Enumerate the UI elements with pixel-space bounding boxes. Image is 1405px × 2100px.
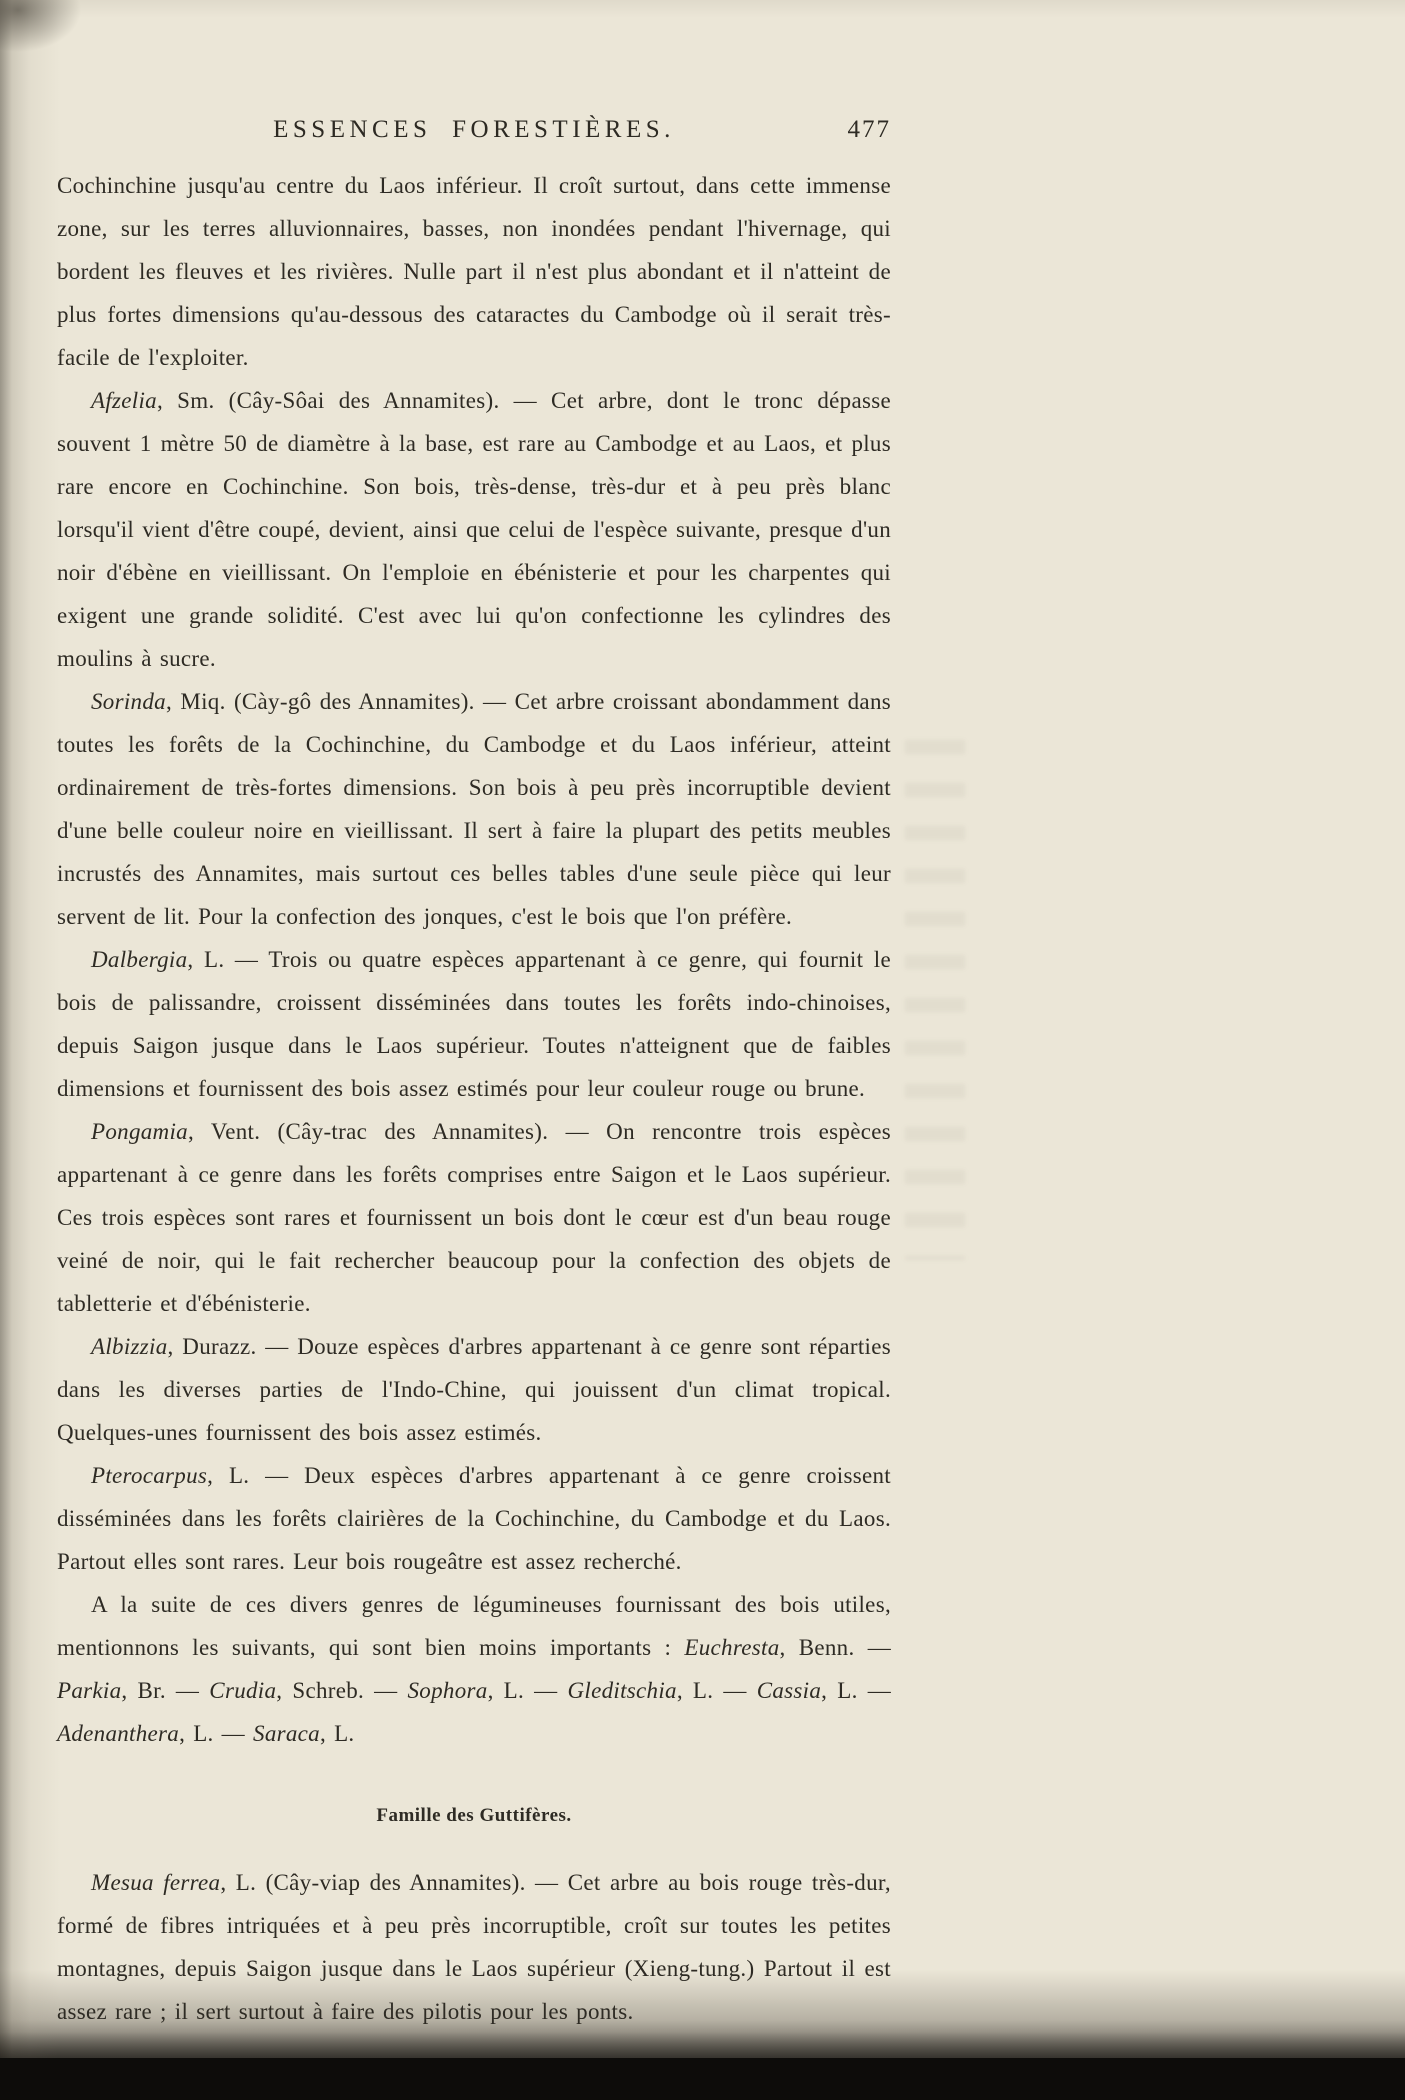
page-bleed-through	[905, 740, 965, 1260]
paragraph: Cochinchine jusqu'au centre du Laos inférieur. Il croît surtout, dans cette immense zone, sur les terres alluvionnaires, basses, non inondées pendant l'hivernage, qui bordent les fleuves et les rivières. Nulle part il n'est plus abondant et il n'atteint de plus fortes dimensions qu'au-dessous des cataractes du Cambodge où il serait très-facile de l'exploiter.	[57, 173, 891, 370]
scan-bottom-edge	[0, 2058, 1405, 2100]
page-number: 477	[847, 116, 891, 143]
paragraph: Dalbergia, L. — Trois ou quatre espèces appartenant à ce genre, qui fournit le bois de palissandre, croissent disséminées dans toutes les forêts indo-chinoises, depuis Saigon jusque dans le Laos supérieur. Toutes n'atteignent que de faibles dimensions et fournissent des bois assez estimés pour leur couleur rouge ou brune.	[57, 947, 891, 1101]
paragraph: Albizzia, Durazz. — Douze espèces d'arbres appartenant à ce genre sont réparties dans les diverses parties de l'Indo-Chine, qui jouissent d'un climat tropical. Quelques-unes fournissent des bois assez estimés.	[57, 1334, 891, 1445]
page-header	[57, 116, 891, 148]
scan-bottom-shadow	[0, 2032, 1405, 2058]
running-title: ESSENCES FORESTIÈRES.	[273, 116, 675, 143]
section-heading: Famille des Guttifères.	[376, 1805, 572, 1826]
paragraph: Afzelia, Sm. (Cây-Sôai des Annamites). — Cet arbre, dont le tronc dépasse souvent 1 mètre 50 de diamètre à la base, est rare au Cambodge et au Laos, et plus rare encore en Cochinchine. Son bois, très-dense, très-dur et à peu près blanc lorsqu'il vient d'être coupé, devient, ainsi que celui de l'espèce suivante, presque d'un noir d'ébène en vieillissant. On l'emploie en ébénisterie et pour les charpentes qui exigent une grande solidité. C'est avec lui qu'on confectionne les cylindres des moulins à sucre.	[57, 388, 891, 671]
paragraph: Sorinda, Miq. (Cày-gô des Annamites). — Cet arbre croissant abondamment dans toutes les forêts de la Cochinchine, du Cambodge et du Laos inférieur, atteint ordinairement de très-fortes dimensions. Son bois à peu près incorruptible devient d'une belle couleur noire en vieillissant. Il sert à faire la plupart des petits meubles incrustés des Annamites, mais surtout ces belles tables d'une seule pièce qui leur servent de lit. Pour la confection des jonques, c'est le bois que l'on préfère.	[57, 689, 891, 929]
text-column	[57, 0, 891, 2033]
paragraph: A la suite de ces divers genres de légumineuses fournissant des bois utiles, mentionnons les suivants, qui sont bien moins importants : Euchresta, Benn. — Parkia, Br. — Crudia, Schreb. — Sophora, L. — Gleditschia, L. — Cassia, L. — Adenanthera, L. — Saraca, L.	[57, 1592, 892, 1746]
page-body	[57, 164, 891, 2033]
paragraph: Pongamia, Vent. (Cây-trac des Annamites). — On rencontre trois espèces appartenant à ce genre dans les forêts comprises entre Saigon et le Laos supérieur. Ces trois espèces sont rares et fournissent un bois dont le cœur est d'un beau rouge veiné de noir, qui le fait rechercher beaucoup pour la confection des objets de tabletterie et d'ébénisterie.	[57, 1119, 891, 1316]
paragraph: Mesua ferrea, L. (Cây-viap des Annamites). — Cet arbre au bois rouge très-dur, formé de fibres intriquées et à peu près incorruptible, croît sur toutes les petites montagnes, depuis Saigon jusque dans le Laos supérieur (Xieng-tung.) Partout il est assez rare ; il sert surtout à faire des pilotis pour les ponts.	[57, 1870, 891, 2024]
paragraph: Pterocarpus, L. — Deux espèces d'arbres appartenant à ce genre croissent disséminées dans les forêts clairières de la Cochinchine, du Cambodge et du Laos. Partout elles sont rares. Leur bois rougeâtre est assez recherché.	[57, 1463, 891, 1574]
